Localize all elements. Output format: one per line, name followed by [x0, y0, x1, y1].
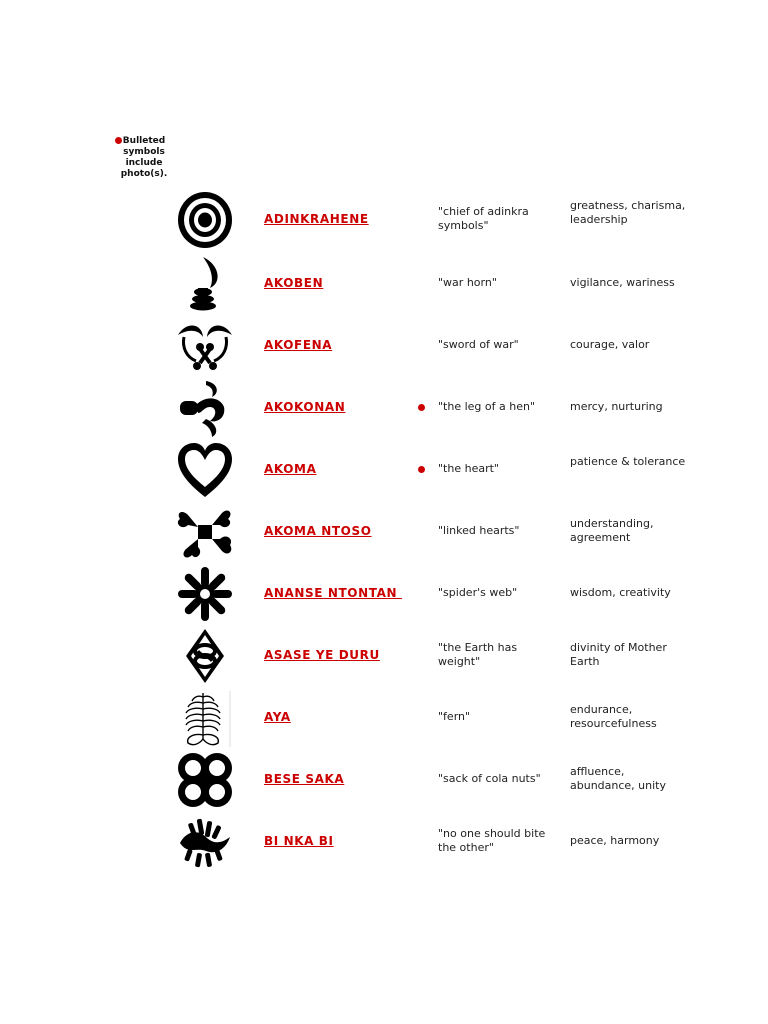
symbol-translation: "sack of cola nuts" [438, 772, 541, 785]
symbol-row-bi-nka-bi [0, 810, 768, 872]
symbol-meaning: mercy, nurturing [570, 400, 663, 413]
symbol-translation: "chief of adinkra symbols" [438, 205, 529, 232]
hen-leg-icon [176, 379, 234, 437]
earth-knot-icon [176, 627, 234, 685]
linked-hearts-icon [176, 503, 234, 561]
symbol-translation: "spider's web" [438, 586, 518, 599]
symbol-name-link[interactable]: ASASE YE DURU [264, 648, 380, 662]
symbol-translation: "the leg of a hen" [438, 400, 536, 413]
symbol-name-link[interactable]: BI NKA BI [264, 834, 334, 848]
photo-bullet-icon [418, 404, 425, 411]
symbol-name-link[interactable]: AKOBEN [264, 276, 324, 290]
symbol-row-akoma [0, 438, 768, 500]
crossed-swords-icon [176, 317, 234, 375]
war-horn-icon [176, 255, 234, 313]
symbol-name-link[interactable]: BESE SAKA [264, 772, 345, 786]
spider-web-icon [176, 565, 234, 623]
symbol-translation: "the heart" [438, 462, 499, 475]
symbol-name-link[interactable]: ANANSE NTONTAN [264, 586, 402, 600]
symbol-meaning: peace, harmony [570, 834, 660, 847]
symbol-name-link[interactable]: AKOMA NTOSO [264, 524, 372, 538]
photo-bullet-note [112, 136, 172, 180]
symbol-name-link[interactable]: AYA [264, 710, 291, 724]
symbol-translation: "linked hearts" [438, 524, 520, 537]
symbol-name-link[interactable]: AKOFENA [264, 338, 333, 352]
symbol-meaning: affluence, abundance, unity [570, 765, 666, 792]
symbol-name-link[interactable]: AKOMA [264, 462, 317, 476]
symbol-translation: "fern" [438, 710, 471, 723]
symbol-row-aya [0, 686, 768, 748]
fern-icon [176, 689, 234, 747]
symbol-meaning: endurance, resourcefulness [570, 703, 657, 730]
note-text: Bulleted symbols include photo(s). [120, 136, 168, 179]
symbol-row-akofena [0, 314, 768, 376]
symbol-name-link[interactable]: ADINKRAHENE [264, 212, 369, 226]
biting-fish-icon [176, 813, 234, 871]
red-bullet-icon [115, 137, 122, 144]
concentric-circles-icon [176, 191, 234, 249]
symbol-meaning: understanding, agreement [570, 517, 654, 544]
symbol-meaning: divinity of Mother Earth [570, 641, 667, 668]
symbol-meaning: patience & tolerance [570, 455, 686, 468]
symbol-meaning: wisdom, creativity [570, 586, 671, 599]
symbol-translation: "sword of war" [438, 338, 519, 351]
heart-icon [176, 441, 234, 499]
symbol-meaning: greatness, charisma, leadership [570, 199, 686, 226]
symbol-translation: "war horn" [438, 276, 497, 289]
cola-nuts-icon [176, 751, 234, 809]
symbol-translation: "the Earth has weight" [438, 641, 518, 668]
symbol-meaning: courage, valor [570, 338, 650, 351]
photo-bullet-icon [418, 466, 425, 473]
symbol-row-bese-saka [0, 748, 768, 810]
symbol-meaning: vigilance, wariness [570, 276, 675, 289]
symbol-row-akoma-ntoso [0, 500, 768, 562]
symbol-translation: "no one should bite the other" [438, 827, 546, 854]
symbol-row-adinkrahene [0, 188, 768, 250]
symbol-row-akokonan [0, 376, 768, 438]
symbol-row-asase-ye-duru [0, 624, 768, 686]
symbol-row-akoben [0, 252, 768, 314]
symbol-row-ananse-ntontan [0, 562, 768, 624]
symbol-name-link[interactable]: AKOKONAN [264, 400, 346, 414]
